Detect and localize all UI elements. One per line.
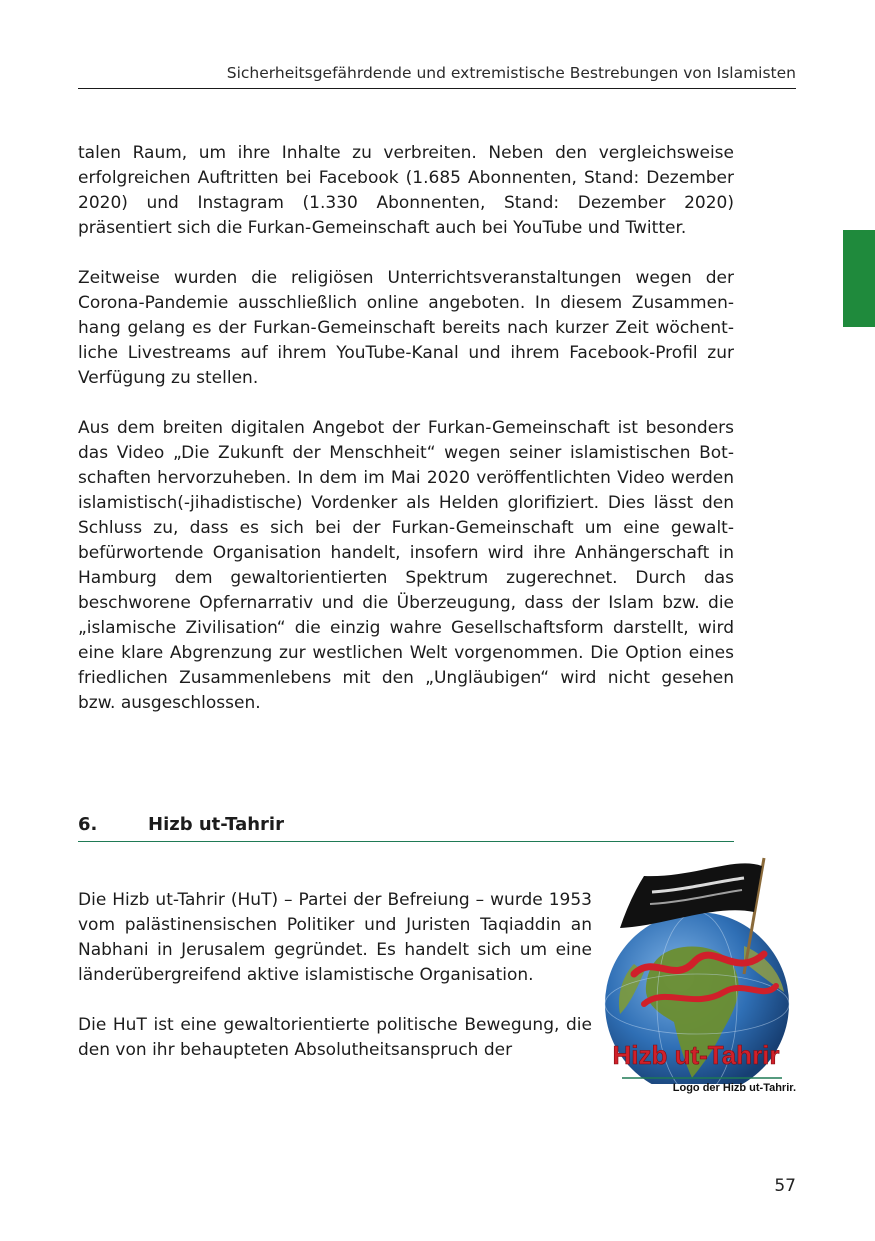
paragraph-1: talen Raum, um ihre Inhalte zu verbreiten. Neben den vergleichsweise erfolgreichen Auftritten bei Facebook (1.685 Abonnenten, Stand: Dezember 2020) und Instagram (1.330 Abonnenten, Stand: Dezember 2020) präsentiert sich die Furkan-Gemeinschaft auch bei YouTube und Twitter.	[78, 143, 734, 238]
running-header: Sicherheitsgefährdende und extremistische Bestrebungen von Islamisten	[78, 64, 796, 89]
section-body-text	[78, 888, 592, 1088]
body-text	[78, 141, 734, 741]
page-number: 57	[774, 1176, 796, 1196]
figure-caption: Logo der Hizb ut-Tahrir.	[672, 1082, 796, 1094]
section-paragraph-1: Die Hizb ut-Tahrir (HuT) – Partei der Befreiung – wurde 1953 vom palästinensischen Politiker und Juristen Taqiaddin an Nabhani in Jerusalem gegründet. Es handelt sich um eine länderübergreifend aktive islamistische Organisation.	[78, 890, 592, 985]
section-paragraph-2: Die HuT ist eine gewaltorientierte politische Bewegung, die den von ihr behaupteten Absolutheitsanspruch der	[78, 1015, 592, 1060]
hizb-ut-tahrir-logo	[604, 854, 796, 1084]
paragraph-2: Zeitweise wurden die religiösen Unterrichtsveranstaltungen wegen der Corona-Pandemie ausschließlich online angeboten. In diesem Zusammenhang gelang es der Furkan-Gemeinschaft bereits nach kurzer Zeit wöchentliche Livestreams auf ihrem YouTube-Kanal und ihrem Facebook-Profil zur Verfügung zu stellen.	[78, 268, 734, 388]
logo-wordmark: Hizb ut-Tahrir	[612, 1040, 780, 1070]
chapter-tab-marker	[843, 230, 875, 327]
section-number: 6.	[78, 814, 98, 835]
logo-graphic	[604, 854, 796, 1084]
section-title: Hizb ut-Tahrir	[148, 814, 284, 835]
section-heading	[78, 814, 734, 842]
paragraph-3: Aus dem breiten digitalen Angebot der Furkan-Gemeinschaft ist besonders das Video „Die Zukunft der Menschheit“ wegen seiner islamistischen Botschaften hervorzuheben. In dem im Mai 2020 veröffentlichten Video werden islamistisch(-jihadistische) Vordenker als Helden glorifiziert. Dies lässt den Schluss zu, dass es sich bei der Furkan-Gemeinschaft um eine gewaltbefürwortende Organisation handelt, insofern wird ihre Anhängerschaft in Hamburg dem gewaltorientierten Spektrum zugerechnet. Durch das beschworene Opfernarrativ und die Überzeugung, dass der Islam bzw. die „islamische Zivilisation“ die einzig wahre Gesellschaftsform darstellt, wird eine klare Abgrenzung zur westlichen Welt vorgenommen. Die Option eines friedlichen Zusammenlebens mit den „Ungläubigen“ wird nicht gesehen bzw. ausgeschlossen.	[78, 418, 734, 713]
